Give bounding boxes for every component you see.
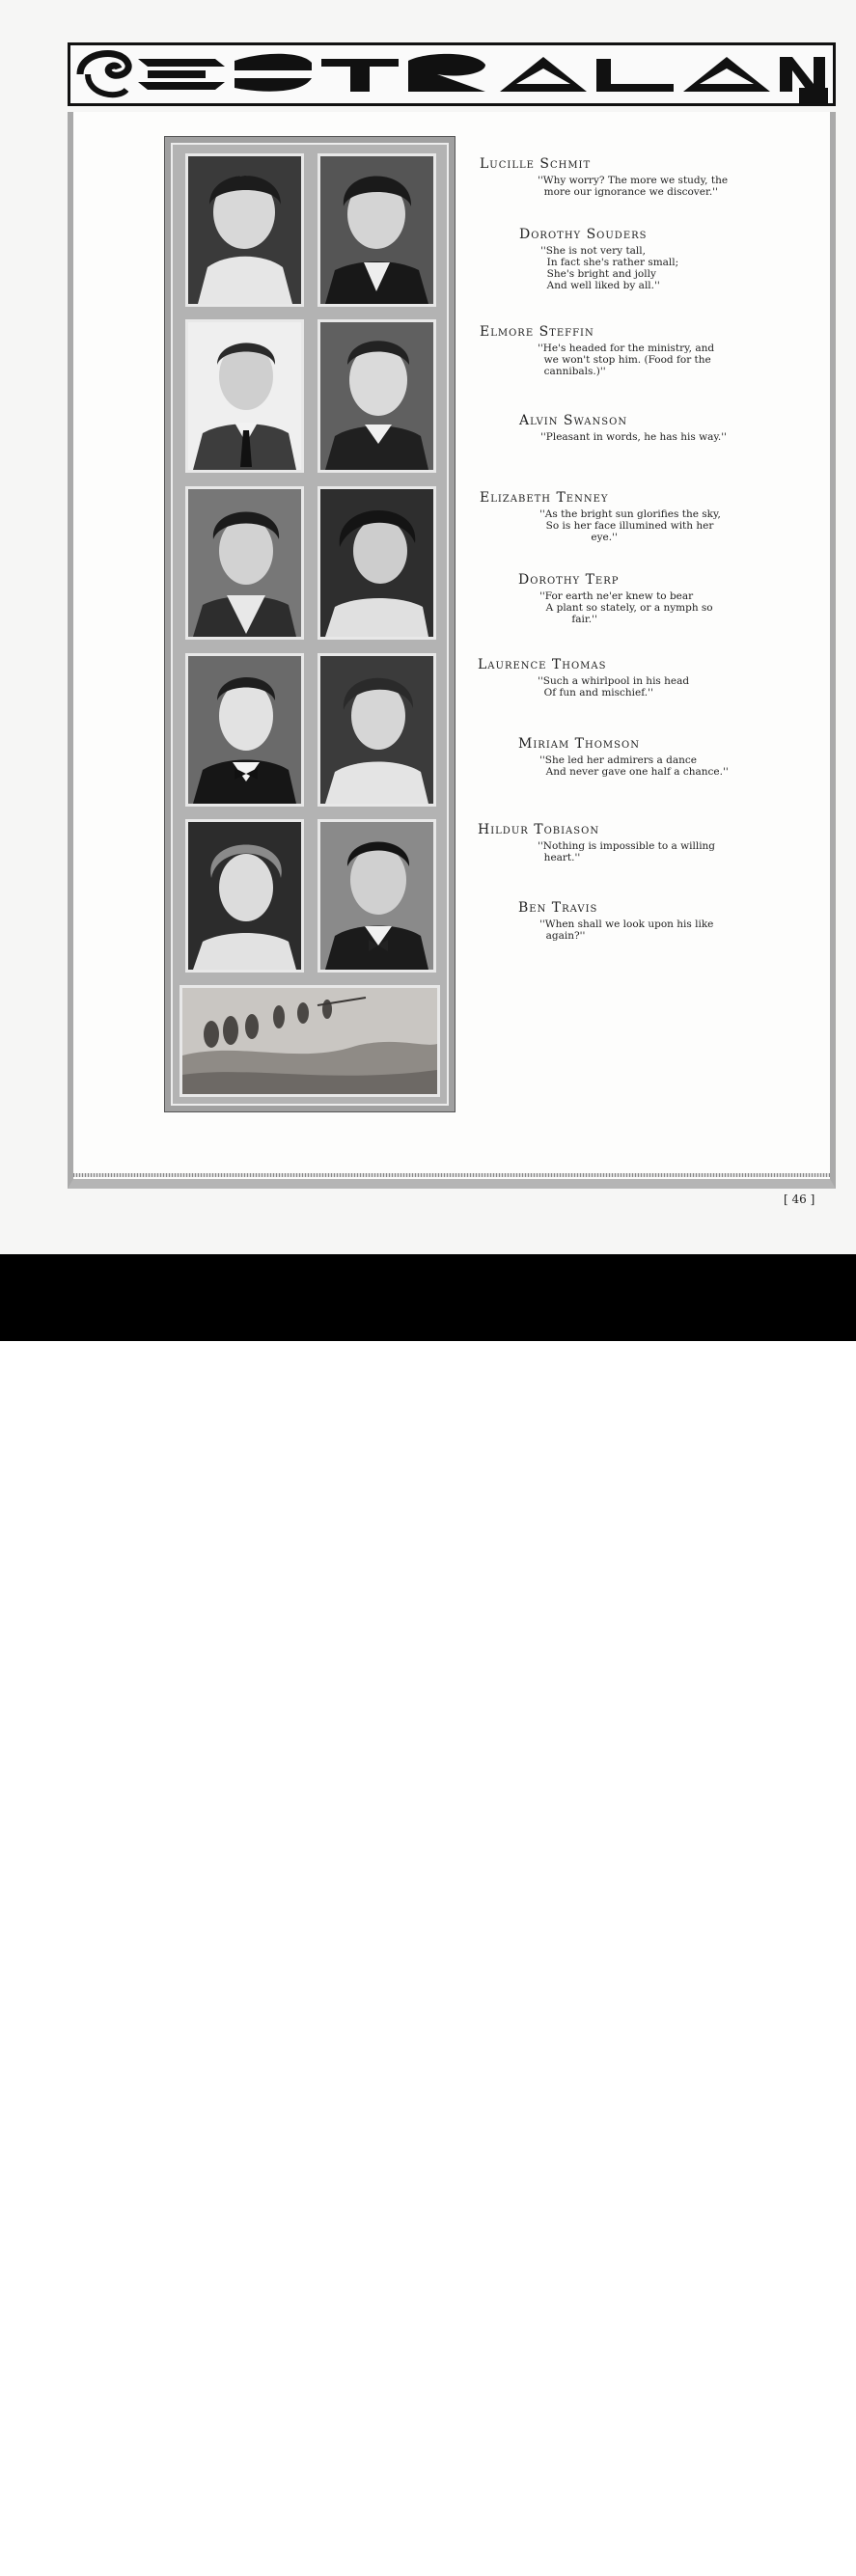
- student-quote: ''She is not very tall, In fact she's rather small; She's bright and jolly And well liked by all.'': [540, 245, 679, 291]
- student-quote: ''As the bright sun glorifies the sky, So is her face illumined with her eye.'': [539, 508, 721, 543]
- student-entry: [478, 657, 767, 699]
- student-name: Ben Travis: [518, 900, 598, 916]
- portrait-photo: [185, 819, 304, 973]
- decorative-title-art: [70, 45, 833, 103]
- portrait-photo: [185, 653, 304, 807]
- student-entry: [519, 227, 770, 291]
- student-entry: [480, 490, 769, 543]
- portrait-photo: [318, 319, 436, 473]
- alamy-brand-text: alamy: [87, 2526, 226, 2575]
- header-banner: [68, 42, 836, 106]
- student-entry: [518, 572, 769, 625]
- portrait-photo: [318, 653, 436, 807]
- portrait-photo: [318, 153, 436, 307]
- yearbook-page: [0, 0, 856, 1254]
- portrait-photo: [185, 153, 304, 307]
- student-entry: [478, 822, 767, 863]
- student-name: Dorothy Terp: [518, 572, 620, 588]
- stock-image-id: 3A5MDH0: [749, 2532, 829, 2549]
- student-entry: [518, 736, 769, 778]
- student-name: Lucille Schmit: [480, 156, 592, 172]
- student-quote: ''Why worry? The more we study, the more our ignorance we discover.'': [538, 175, 729, 198]
- portrait-photo: [318, 486, 436, 640]
- student-quote: ''When shall we look upon his like again?'': [539, 918, 714, 942]
- student-entry: [480, 156, 769, 198]
- student-name: Hildur Tobiason: [478, 822, 600, 837]
- portrait-photo: [318, 819, 436, 973]
- student-quote: ''For earth ne'er knew to bear A plant so stately, or a nymph so fair.'': [539, 590, 713, 625]
- student-entry: [519, 413, 770, 443]
- student-name: Elizabeth Tenney: [480, 490, 609, 506]
- student-name: Dorothy Souders: [519, 227, 648, 242]
- student-quote: ''Nothing is impossible to a willing heart.'': [538, 840, 716, 863]
- student-quote: ''Pleasant in words, he has his way.'': [540, 431, 728, 443]
- student-name: Elmore Steffin: [480, 324, 594, 340]
- page-number: [ 46 ]: [784, 1192, 815, 1206]
- stock-url: www.alamy.com: [670, 2559, 802, 2576]
- decorative-sketch: [179, 985, 440, 1097]
- watermark-banner: [0, 1254, 856, 2576]
- student-entry: [518, 900, 769, 942]
- student-name: Alvin Swanson: [519, 413, 628, 428]
- student-entry: [480, 324, 769, 377]
- student-name: Miriam Thomson: [518, 736, 640, 752]
- portrait-photo: [185, 486, 304, 640]
- student-quote: ''He's headed for the ministry, and we won't stop him. (Food for the cannibals.)'': [538, 343, 715, 377]
- student-quote: ''She led her admirers a dance And never gave one half a chance.'': [539, 754, 729, 778]
- alamy-logo: [52, 2526, 226, 2575]
- alamy-logo-icon: [52, 2526, 87, 2575]
- student-name: Laurence Thomas: [478, 657, 607, 672]
- portrait-photo: [185, 319, 304, 473]
- student-quote: ''Such a whirlpool in his head Of fun and mischief.'': [538, 675, 690, 699]
